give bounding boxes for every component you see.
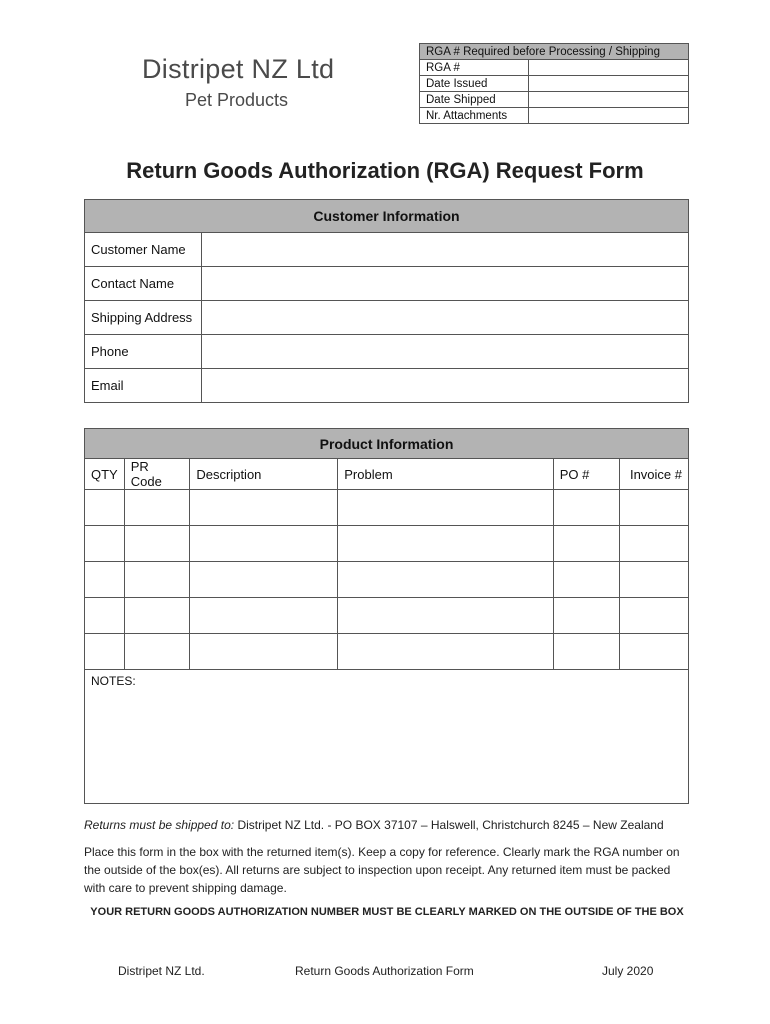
notes-label: NOTES: <box>91 674 136 688</box>
date-issued-field[interactable] <box>529 76 689 92</box>
phone-field[interactable] <box>202 335 689 369</box>
po-cell[interactable] <box>553 598 619 634</box>
table-row <box>85 562 689 598</box>
column-header-qty: QTY <box>85 459 125 490</box>
invoice-cell[interactable] <box>620 562 689 598</box>
email-field[interactable] <box>202 369 689 403</box>
notes-field[interactable] <box>85 670 689 804</box>
footer-date: July 2020 <box>602 964 654 978</box>
rga-office-box <box>419 43 689 124</box>
po-cell[interactable] <box>553 562 619 598</box>
packing-instructions: Place this form in the box with the returned item(s). Keep a copy for reference. Clearly mark the RGA number on the outside of the box(es). All returns are subject to inspection upon receipt. Any returned item must be packed with care to prevent shipping damage. <box>84 845 680 895</box>
invoice-cell[interactable] <box>620 490 689 526</box>
date-shipped-label: Date Shipped <box>420 92 529 108</box>
column-header-invoice: Invoice # <box>620 459 689 490</box>
date-shipped-field[interactable] <box>529 92 689 108</box>
rga-number-label: RGA # <box>420 60 529 76</box>
description-cell[interactable] <box>190 598 338 634</box>
footer-company: Distripet NZ Ltd. <box>118 964 205 978</box>
invoice-cell[interactable] <box>620 526 689 562</box>
problem-cell[interactable] <box>338 598 554 634</box>
shipping-address-label: Shipping Address <box>85 301 202 335</box>
qty-cell[interactable] <box>85 634 125 670</box>
form-title: Return Goods Authorization (RGA) Request Form <box>126 158 644 183</box>
problem-cell[interactable] <box>338 526 554 562</box>
customer-section-heading: Customer Information <box>85 200 689 233</box>
description-cell[interactable] <box>190 562 338 598</box>
customer-information-table <box>84 199 689 403</box>
rga-box-header: RGA # Required before Processing / Shipping <box>420 44 689 60</box>
contact-name-label: Contact Name <box>85 267 202 301</box>
customer-name-label: Customer Name <box>85 233 202 267</box>
qty-cell[interactable] <box>85 490 125 526</box>
problem-cell[interactable] <box>338 634 554 670</box>
phone-label: Phone <box>85 335 202 369</box>
table-row <box>85 490 689 526</box>
ship-to-address: Distripet NZ Ltd. - PO BOX 37107 – Halswell, Christchurch 8245 – New Zealand <box>237 818 664 832</box>
pr-code-cell[interactable] <box>124 562 190 598</box>
product-section-heading: Product Information <box>85 429 689 459</box>
company-logo-tagline: Pet Products <box>185 90 289 110</box>
ship-to-label: Returns must be shipped to: <box>84 818 235 832</box>
po-cell[interactable] <box>553 526 619 562</box>
customer-name-field[interactable] <box>202 233 689 267</box>
table-row <box>85 598 689 634</box>
email-label: Email <box>85 369 202 403</box>
footer-form-name: Return Goods Authorization Form <box>295 964 474 978</box>
product-information-table <box>84 428 689 804</box>
pr-code-cell[interactable] <box>124 598 190 634</box>
pr-code-cell[interactable] <box>124 526 190 562</box>
po-cell[interactable] <box>553 634 619 670</box>
table-row <box>85 634 689 670</box>
pr-code-cell[interactable] <box>124 634 190 670</box>
column-header-pr-code: PR Code <box>124 459 190 490</box>
po-cell[interactable] <box>553 490 619 526</box>
attachments-field[interactable] <box>529 108 689 124</box>
shipping-address-field[interactable] <box>202 301 689 335</box>
column-header-problem: Problem <box>338 459 554 490</box>
qty-cell[interactable] <box>85 598 125 634</box>
invoice-cell[interactable] <box>620 598 689 634</box>
column-header-description: Description <box>190 459 338 490</box>
company-logo-name: Distripet NZ Ltd <box>142 54 335 84</box>
contact-name-field[interactable] <box>202 267 689 301</box>
problem-cell[interactable] <box>338 490 554 526</box>
shipping-instructions <box>84 816 690 834</box>
rga-number-field[interactable] <box>529 60 689 76</box>
description-cell[interactable] <box>190 634 338 670</box>
rga-warning: YOUR RETURN GOODS AUTHORIZATION NUMBER MUST BE CLEARLY MARKED ON THE OUTSIDE OF THE BOX <box>90 906 684 918</box>
qty-cell[interactable] <box>85 526 125 562</box>
table-row <box>85 526 689 562</box>
qty-cell[interactable] <box>85 562 125 598</box>
date-issued-label: Date Issued <box>420 76 529 92</box>
invoice-cell[interactable] <box>620 634 689 670</box>
description-cell[interactable] <box>190 526 338 562</box>
pr-code-cell[interactable] <box>124 490 190 526</box>
problem-cell[interactable] <box>338 562 554 598</box>
attachments-label: Nr. Attachments <box>420 108 529 124</box>
description-cell[interactable] <box>190 490 338 526</box>
column-header-po: PO # <box>553 459 619 490</box>
